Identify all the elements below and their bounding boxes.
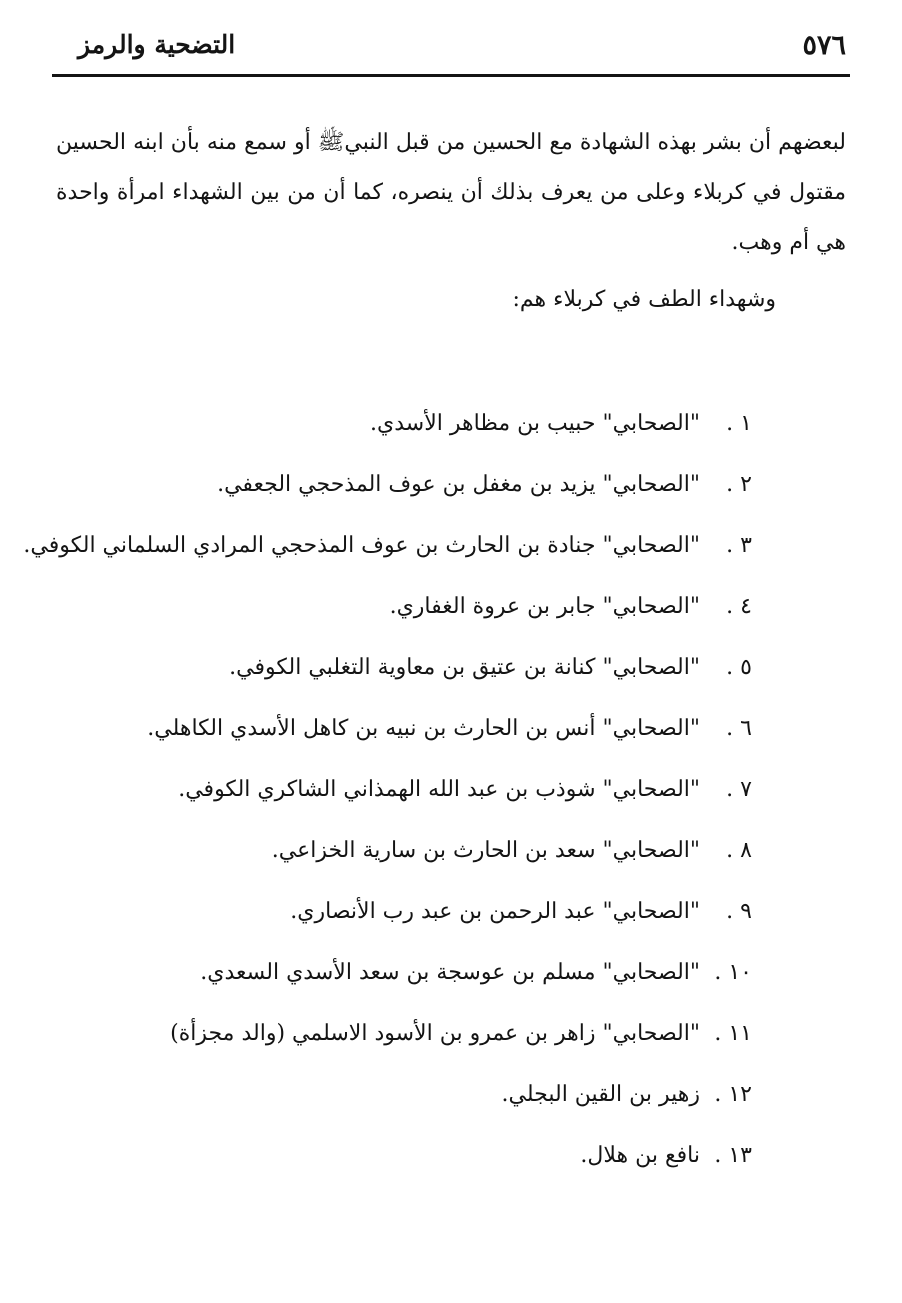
item-text: "الصحابي" جابر بن عروة الغفاري. <box>389 594 700 619</box>
item-text: "الصحابي" عبد الرحمن بن عبد رب الأنصاري. <box>290 899 700 924</box>
list-item <box>56 644 752 692</box>
list-item <box>56 400 752 448</box>
list-item <box>56 1071 752 1119</box>
item-number: ١ . <box>726 411 752 436</box>
item-text: "الصحابي" مسلم بن عوسجة بن سعد الأسدي السعدي. <box>200 960 700 985</box>
item-text: "الصحابي" جنادة بن الحارث بن عوف المذحجي المرادي السلماني الكوفي. <box>23 533 700 558</box>
item-number: ٧ . <box>726 777 752 802</box>
list-item <box>56 461 752 509</box>
item-number: ٦ . <box>726 716 752 741</box>
item-text: زهير بن القين البجلي. <box>501 1082 700 1107</box>
list-lead-in: وشهداء الطف في كربلاء هم: <box>512 287 776 312</box>
item-number: ٥ . <box>726 655 752 680</box>
item-text: "الصحابي" يزيد بن مغفل بن عوف المذحجي الجعفي. <box>217 472 700 497</box>
list-item <box>56 949 752 997</box>
item-text: "الصحابي" سعد بن الحارث بن سارية الخزاعي. <box>271 838 700 863</box>
list-item <box>56 705 752 753</box>
list-item <box>56 1010 752 1058</box>
list-item <box>56 583 752 631</box>
item-number: ٤ . <box>726 594 752 619</box>
item-text: "الصحابي" كنانة بن عتيق بن معاوية التغلبي الكوفي. <box>229 655 700 680</box>
item-text: "الصحابي" أنس بن الحارث بن نبيه بن كاهل الأسدي الكاهلي. <box>147 716 700 741</box>
item-number: ٣ . <box>726 533 752 558</box>
item-number: ٢ . <box>726 472 752 497</box>
item-number: ١٢ . <box>714 1082 752 1107</box>
page-number: ٥٧٦ <box>802 30 846 61</box>
item-text: "الصحابي" زاهر بن عمرو بن الأسود الاسلمي (والد مجزأة) <box>170 1021 700 1046</box>
list-item <box>23 522 752 570</box>
item-text: "الصحابي" شوذب بن عبد الله الهمذاني الشاكري الكوفي. <box>178 777 700 802</box>
martyrs-list <box>23 400 752 1193</box>
item-text: نافع بن هلال. <box>580 1143 700 1168</box>
list-item <box>56 1132 752 1180</box>
intro-paragraph: لبعضهم أن بشر بهذه الشهادة مع الحسين من قبل النبيﷺ أو سمع منه بأن ابنه الحسين مقتول في كربلاء وعلى من يعرف بذلك أن ينصره، كما أن من بين الشهداء امرأة واحدة هي أم وهب. <box>56 130 846 255</box>
list-item <box>56 766 752 814</box>
item-text: "الصحابي" حبيب بن مظاهر الأسدي. <box>370 411 700 436</box>
item-number: ٨ . <box>726 838 752 863</box>
item-number: ١١ . <box>714 1021 752 1046</box>
item-number: ١٣ . <box>714 1143 752 1168</box>
item-number: ١٠ . <box>714 960 752 985</box>
running-title: التضحية والرمز <box>78 30 236 59</box>
item-number: ٩ . <box>726 899 752 924</box>
list-item <box>56 888 752 936</box>
page-header <box>52 28 850 77</box>
list-item <box>56 827 752 875</box>
